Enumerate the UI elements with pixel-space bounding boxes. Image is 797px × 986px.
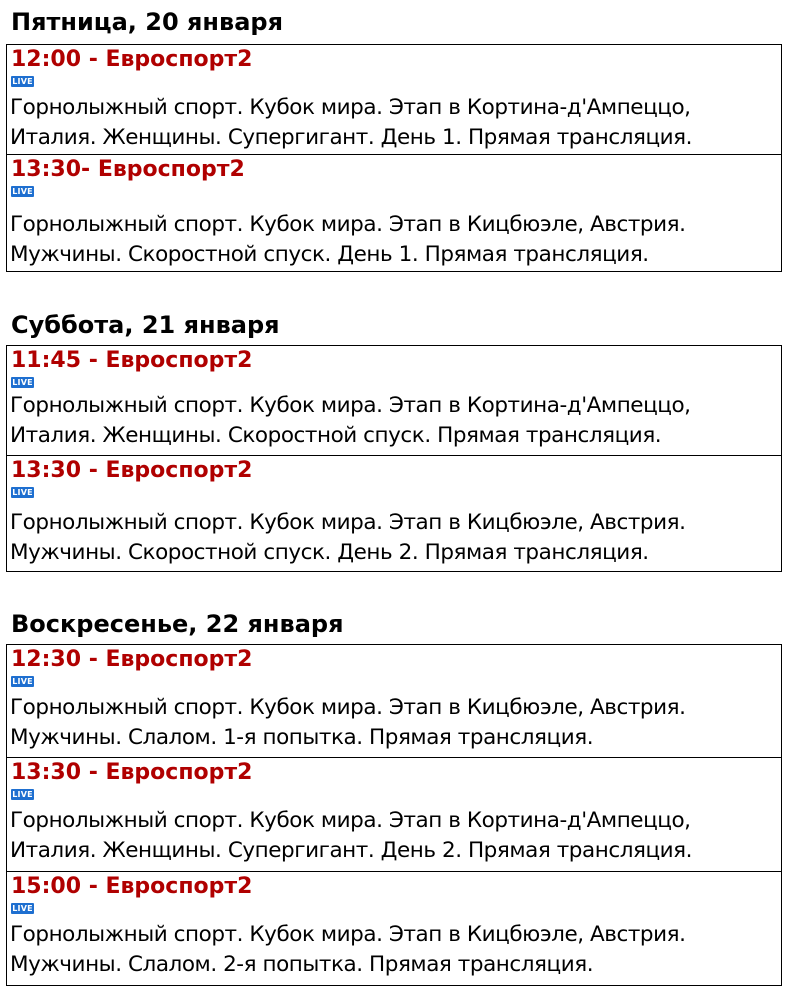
broadcast-description: Горнолыжный спорт. Кубок мира. Этап в Кицбюэле, Австрия. Мужчины. Слалом. 2-я попытка. Прямая трансляция. xyxy=(10,922,686,977)
broadcast-entry xyxy=(7,45,781,155)
broadcast-description: Горнолыжный спорт. Кубок мира. Этап в Кортина-д'Ампеццо, Италия. Женщины. Скоростной спуск. Прямая трансляция. xyxy=(10,393,691,448)
broadcast-entry xyxy=(7,346,781,456)
broadcast-description: Горнолыжный спорт. Кубок мира. Этап в Кицбюэле, Австрия. Мужчины. Скоростной спуск. День 2. Прямая трансляция. xyxy=(10,510,686,565)
broadcast-entry xyxy=(7,155,781,272)
day-entries xyxy=(6,345,782,572)
broadcast-time: 13:30 - Евроспорт2 xyxy=(11,458,253,483)
broadcast-time: 13:30- Евроспорт2 xyxy=(11,157,245,182)
broadcast-description: Горнолыжный спорт. Кубок мира. Этап в Кицбюэле, Австрия. Мужчины. Скоростной спуск. День 1. Прямая трансляция. xyxy=(10,212,686,267)
live-badge-icon: LIVE xyxy=(12,488,33,497)
broadcast-time: 12:30 - Евроспорт2 xyxy=(11,647,253,672)
live-badge-icon: LIVE xyxy=(12,677,33,686)
day-entries xyxy=(6,644,782,986)
broadcast-time: 15:00 - Евроспорт2 xyxy=(11,874,253,899)
broadcast-description: Горнолыжный спорт. Кубок мира. Этап в Кортина-д'Ампеццо, Италия. Женщины. Супергигант. День 1. Прямая трансляция. xyxy=(10,95,693,150)
day-title: Воскресенье, 22 января xyxy=(11,610,344,638)
day-entries xyxy=(6,44,782,272)
live-badge-icon: LIVE xyxy=(12,187,33,196)
live-badge-icon: LIVE xyxy=(12,790,33,799)
broadcast-entry xyxy=(7,645,781,758)
broadcast-entry xyxy=(7,872,781,986)
broadcast-description: Горнолыжный спорт. Кубок мира. Этап в Кицбюэле, Австрия. Мужчины. Слалом. 1-я попытка. Прямая трансляция. xyxy=(10,695,686,750)
live-badge-icon: LIVE xyxy=(12,77,33,86)
broadcast-description: Горнолыжный спорт. Кубок мира. Этап в Кортина-д'Ампеццо, Италия. Женщины. Супергигант. День 2. Прямая трансляция. xyxy=(10,808,693,863)
live-badge-icon: LIVE xyxy=(12,378,33,387)
broadcast-time: 12:00 - Евроспорт2 xyxy=(11,47,253,72)
day-title: Суббота, 21 января xyxy=(11,311,280,339)
day-title: Пятница, 20 января xyxy=(11,8,283,36)
broadcast-entry xyxy=(7,758,781,872)
broadcast-time: 13:30 - Евроспорт2 xyxy=(11,760,253,785)
broadcast-entry xyxy=(7,456,781,572)
broadcast-time: 11:45 - Евроспорт2 xyxy=(11,348,253,373)
live-badge-icon: LIVE xyxy=(12,904,33,913)
